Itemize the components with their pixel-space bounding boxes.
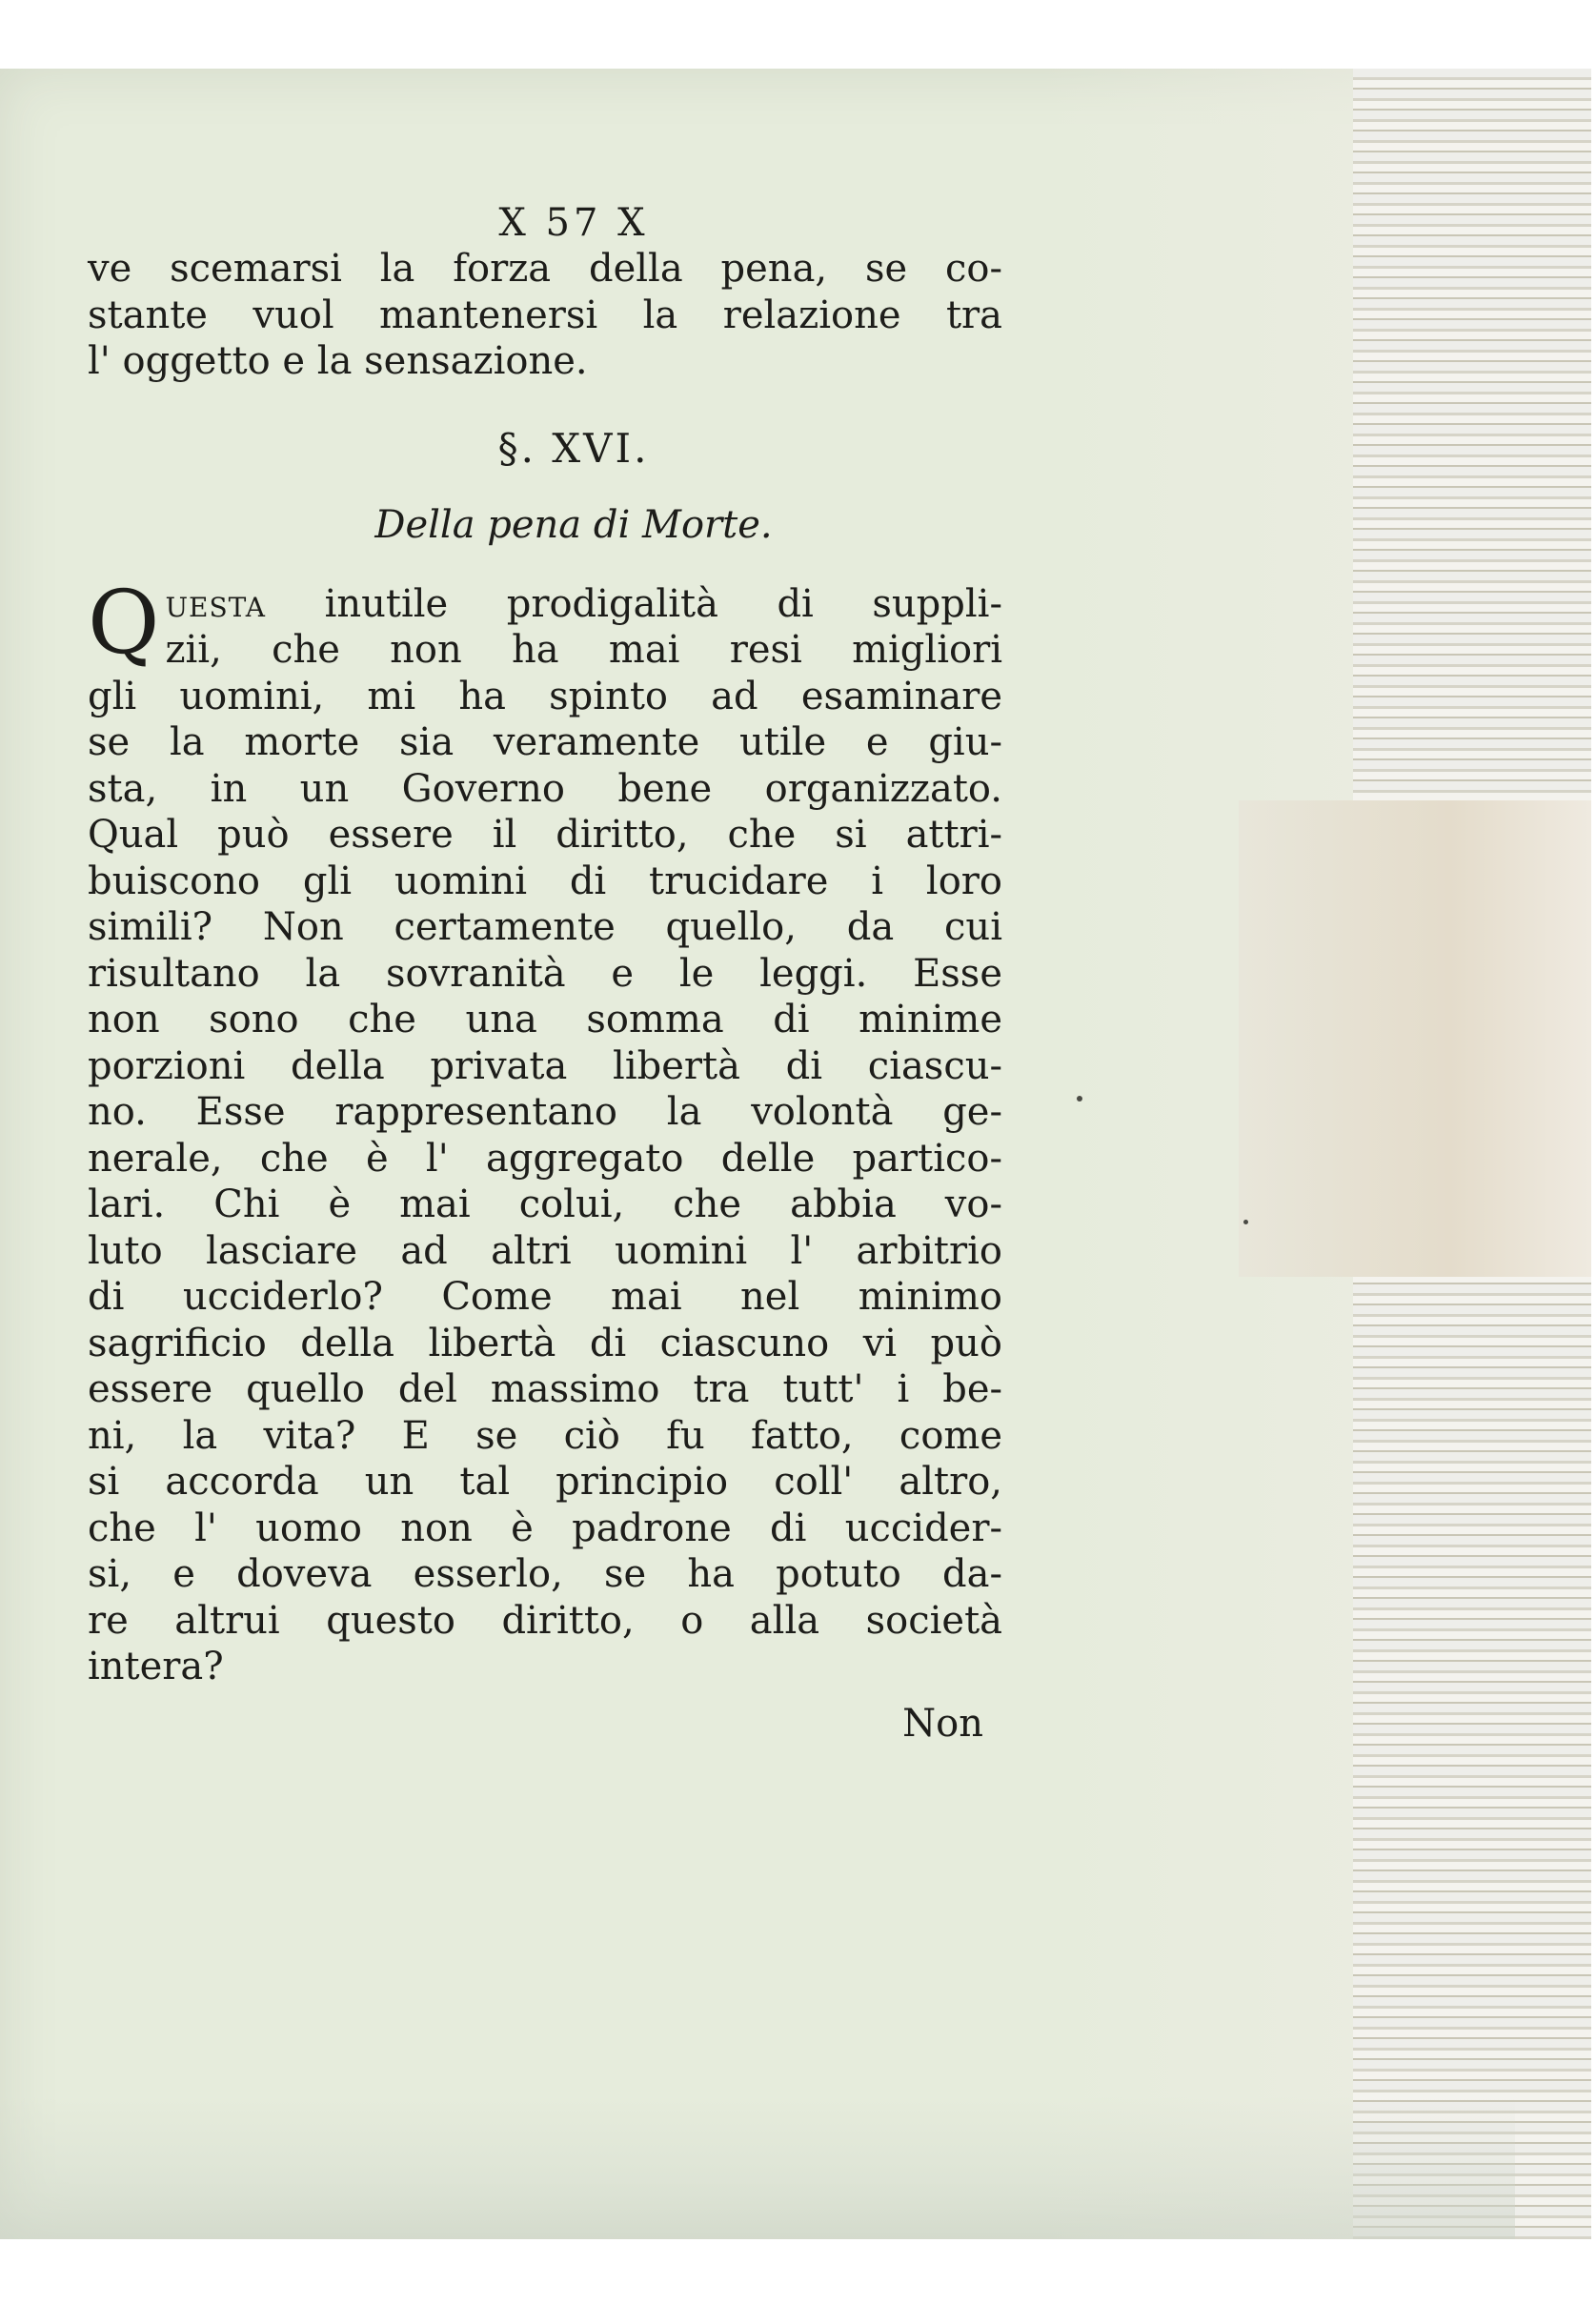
catchword: Non xyxy=(902,1701,983,1746)
text-line: si, e doveva esserlo, se ha potuto da- xyxy=(88,1552,1002,1596)
intro-paragraph xyxy=(88,246,1002,385)
text-line: se la morte sia veramente utile e giu- xyxy=(88,720,1002,764)
first-word-small-caps: uesta xyxy=(165,581,267,626)
text-line: porzioni della privata libertà di ciascu- xyxy=(88,1043,1002,1088)
text-line: nerale, che è l' aggregato delle partico- xyxy=(88,1136,1002,1181)
body-paragraph xyxy=(88,571,1002,1690)
text-line: luto lasciare ad altri uomini l' arbitrio xyxy=(88,1228,1002,1273)
text-line: no. Esse rappresentano la volontà ge- xyxy=(88,1090,1002,1134)
text-line: Qual può essere il diritto, che si attri- xyxy=(88,813,1002,857)
text-line: re altrui questo diritto, o alla società xyxy=(88,1598,1002,1643)
page-text xyxy=(88,200,1002,1748)
text-line: zii, che non ha mai resi migliori xyxy=(165,628,1002,672)
scan-margin-top xyxy=(0,0,1596,67)
first-line-text: inutile prodigalità di suppli- xyxy=(266,581,1002,626)
text-line: che l' uomo non è padrone di uccider- xyxy=(88,1506,1002,1550)
text-line xyxy=(88,581,1002,628)
text-line: di ucciderlo? Come mai nel minimo xyxy=(88,1275,1002,1319)
text-line: essere quello del massimo tra tutt' i be- xyxy=(88,1367,1002,1411)
text-line: risultano la sovranità e le leggi. Esse xyxy=(88,951,1002,996)
text-line: sta, in un Governo bene organizzato. xyxy=(88,766,1002,811)
text-line: intera? xyxy=(88,1645,224,1688)
text-line: buiscono gli uomini di trucidare i loro xyxy=(88,859,1002,903)
paper-speck xyxy=(1077,1096,1082,1101)
section-number: §. XVI. xyxy=(497,424,650,472)
text-line: si accorda un tal principio coll' altro, xyxy=(88,1460,1002,1504)
text-line: l' oggetto e la sensazione. xyxy=(88,339,588,383)
text-line: stante vuol mantenersi la relazione tra xyxy=(88,293,1002,337)
text-line: non sono che una somma di minime xyxy=(88,998,1002,1041)
text-line: ni, la vita? E se ciò fu fatto, come xyxy=(88,1413,1002,1458)
text-line: lari. Chi è mai colui, che abbia vo- xyxy=(88,1182,1002,1226)
text-line: sagrificio della libertà di ciascuno vi può xyxy=(88,1321,1002,1365)
text-line: ve scemarsi la forza della pena, se co- xyxy=(88,247,1002,291)
text-line: simili? Non certamente quello, da cui xyxy=(88,905,1002,949)
deckle-edge-patch xyxy=(1239,800,1591,1277)
running-head: X 57 X xyxy=(498,201,649,245)
drop-cap: Q xyxy=(88,571,160,674)
scan-margin-bottom xyxy=(0,2239,1596,2304)
paper-speck xyxy=(1243,1220,1248,1224)
text-line: gli uomini, mi ha spinto ad esaminare xyxy=(88,674,1002,718)
section-title: Della pena di Morte. xyxy=(374,502,773,547)
paper-bottom-shading xyxy=(0,2096,1515,2239)
